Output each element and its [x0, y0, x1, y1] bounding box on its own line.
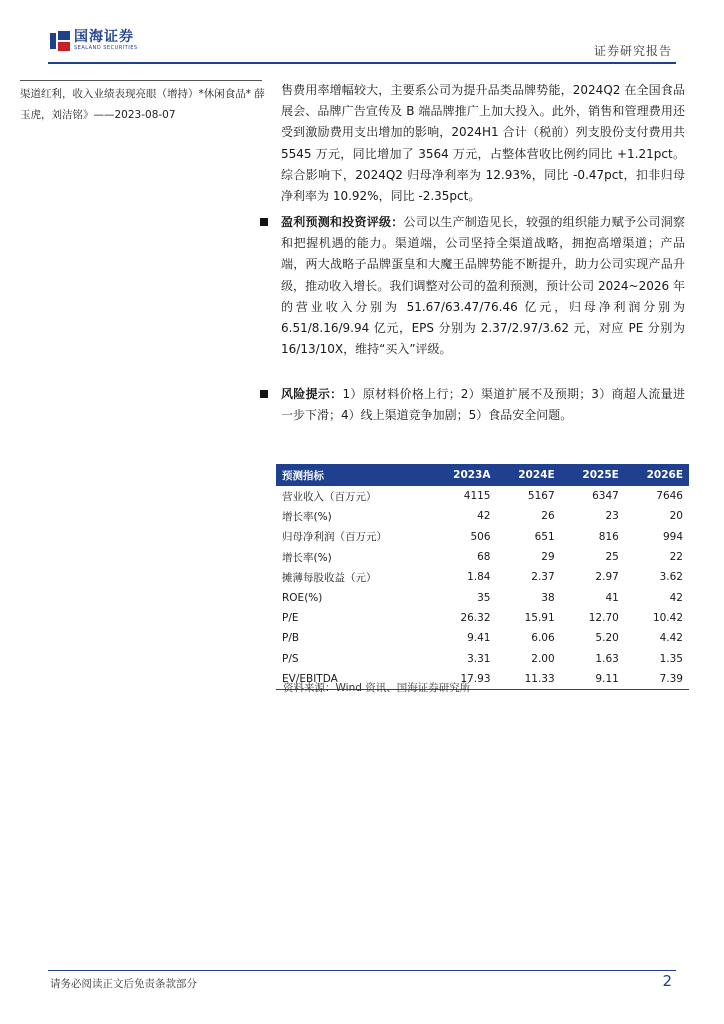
- forecast-bullet: [260, 212, 685, 360]
- table-row-label: ROE(%): [282, 591, 323, 604]
- table-cell: 506: [470, 530, 491, 543]
- forecast-table: [276, 464, 689, 690]
- table-header-cell: 预测指标: [276, 464, 431, 486]
- table-row-label: 归母净利润（百万元）: [282, 531, 387, 544]
- logo-cn-text: 国海证券: [74, 29, 134, 45]
- table-cell: 2.00: [531, 652, 555, 665]
- forecast-title: 盈利预测和投资评级：: [281, 215, 404, 229]
- table-row: [276, 628, 689, 648]
- table-cell: 7.39: [625, 669, 689, 690]
- table-row: [276, 527, 689, 547]
- table-row: [276, 567, 689, 587]
- footer-disclaimer: 请务必阅读正文后免责条款部分: [50, 978, 197, 990]
- logo-icon: [50, 31, 70, 51]
- table-cell: 3.62: [659, 571, 683, 584]
- table-cell: 5167: [527, 490, 555, 503]
- table-cell: 35: [477, 591, 491, 604]
- footer-divider: [48, 970, 676, 971]
- table-source: 资料来源：Wind 资讯、国海证券研究所: [283, 682, 471, 694]
- table-cell: 20: [669, 510, 683, 523]
- table-cell: 38: [541, 591, 555, 604]
- table-cell: 1.35: [659, 652, 683, 665]
- table-cell: 6347: [592, 490, 619, 503]
- risk-bullet: [260, 384, 685, 426]
- table-cell: 41: [605, 591, 619, 604]
- table-cell: 2.37: [531, 571, 555, 584]
- table-cell: 26: [541, 510, 555, 523]
- table-cell: 9.11: [561, 669, 625, 690]
- table-row-label: EV/EBITDA: [276, 669, 431, 690]
- table-row-label: P/E: [282, 611, 299, 624]
- sidebar-divider: [20, 80, 262, 81]
- table-cell: 11.33: [497, 669, 561, 690]
- logo-en-text: SEALAND SECURITIES: [74, 45, 138, 51]
- bullet-square-icon: [260, 390, 268, 398]
- table-cell: 6.06: [531, 632, 555, 645]
- table-row: [276, 506, 689, 526]
- table-cell: 4.42: [659, 632, 683, 645]
- table-cell: 42: [669, 591, 683, 604]
- table-row: [276, 587, 689, 607]
- page-number: 2: [662, 972, 672, 990]
- sidebar-reference: 渠道红利，收入业绩表现亮眼（增持）*休闲食品* 薛玉虎，刘洁铭》——2023-08-07: [20, 88, 265, 121]
- table-row-label: 增长率(%): [282, 510, 332, 523]
- table-cell: 25: [605, 551, 619, 564]
- table-cell: 23: [605, 510, 619, 523]
- table-cell: 4115: [463, 490, 491, 503]
- table-header-cell: 2026E: [625, 464, 689, 486]
- table-row: [276, 608, 689, 628]
- table-header-cell: 2023A: [431, 464, 496, 486]
- table-cell: 5.20: [595, 632, 619, 645]
- main-body: [281, 80, 685, 207]
- table-cell: 12.70: [588, 611, 619, 624]
- table-header-cell: 2024E: [497, 464, 561, 486]
- company-logo: [50, 30, 138, 51]
- table-cell: 15.91: [524, 611, 555, 624]
- table-cell: 26.32: [460, 611, 491, 624]
- table-cell: 2.97: [595, 571, 619, 584]
- table-row: [276, 648, 689, 668]
- header-divider: [48, 62, 676, 64]
- table-header-row: [276, 464, 689, 486]
- table-cell: 29: [541, 551, 555, 564]
- bullet-square-icon: [260, 218, 268, 226]
- table-cell: 816: [598, 530, 619, 543]
- table-row: [276, 486, 689, 506]
- table-row-label: 营业收入（百万元）: [282, 490, 377, 503]
- table-cell: 994: [662, 530, 683, 543]
- intro-paragraph: 售费用率增幅较大，主要系公司为提升品类品牌势能，2024Q2 在全国食品展会、品牌广告宣传及 B 端品牌推广上加大投入。此外，销售和管理费用还受到激励费用支出增加的影响，2024H1 合计（税前）列支股份支付费用共 5545 万元，同比增加了 3564 万元，占整体营收比例约同比 +1.21pct。综合影响下，2024Q2 归母净利率为 12.93%，同比 -0.47pct，扣非归母净利率为 10.92%，同比 -2.35pct。: [281, 83, 685, 204]
- table-cell: 68: [477, 551, 491, 564]
- table-row-label: 摊薄每股收益（元）: [282, 571, 377, 584]
- table-header-cell: 2025E: [561, 464, 625, 486]
- table-cell: 1.84: [467, 571, 491, 584]
- table-cell: 9.41: [467, 632, 491, 645]
- table-row-label: P/S: [282, 652, 299, 665]
- risk-text: 1）原材料价格上行；2）渠道扩展不及预期；3）商超人流量进一步下滑；4）线上渠道竞争加剧；5）食品安全问题。: [281, 387, 685, 423]
- table-row: [276, 547, 689, 567]
- table-cell: 1.63: [595, 652, 619, 665]
- table-cell: 10.42: [652, 611, 683, 624]
- table-cell: 42: [477, 510, 491, 523]
- table-row-label: P/B: [282, 632, 300, 645]
- risk-title: 风险提示：: [281, 387, 343, 401]
- table-cell: 3.31: [467, 652, 491, 665]
- table-cell: 22: [669, 551, 683, 564]
- forecast-text: 公司以生产制造见长，较强的组织能力赋予公司洞察和把握机遇的能力。渠道端，公司坚持全渠道战略，拥抱高增渠道；产品端，两大战略子品牌蛋皇和大魔王品牌势能不断提升，助力公司实现产品升级，推动收入增长。我们调整对公司的盈利预测，预计公司 2024~2026 年的营业收入分别为 51.67/63.47/76.46 亿元，归母净利润分别为 6.51/8.16/9.94 亿元，EPS 分别为 2.37/2.97/3.62 元，对应 PE 分别为 16/13/10X，维持“买入”评级。: [281, 215, 685, 357]
- table-cell: 7646: [656, 490, 683, 503]
- table-cell: 17.93: [431, 669, 496, 690]
- table-row-label: 增长率(%): [282, 551, 332, 564]
- table-cell: 651: [534, 530, 555, 543]
- report-type: 证券研究报告: [593, 44, 672, 58]
